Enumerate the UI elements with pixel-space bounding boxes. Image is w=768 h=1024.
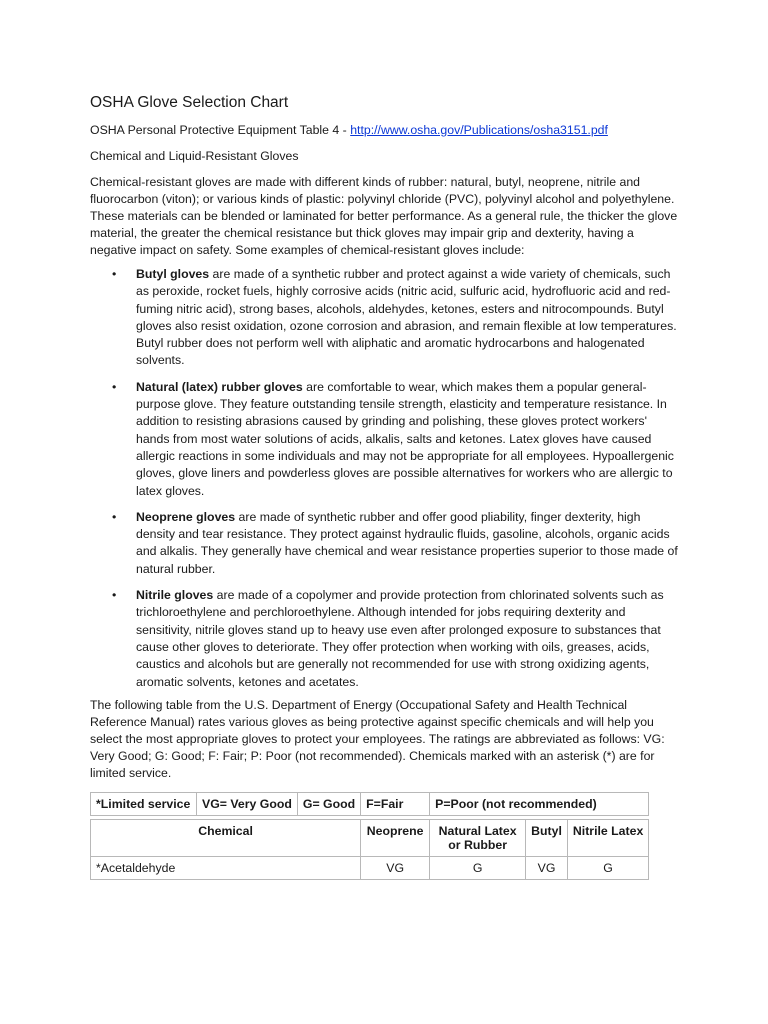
table-intro-paragraph: The following table from the U.S. Department of Energy (Occupational Safety and Health Technical Reference Manual) rates various gloves as being protective against specific chemicals and will help you select the most appropriate gloves to protect your employees. The ratings are abbreviated as follows: VG: Very Good; G: Good; F: Fair; P: Poor (not recommended). Chemicals marked with an asterisk (*) are for limited service. [90,698,665,780]
rating-cell: VG [361,857,430,880]
header-cell: Chemical [91,820,361,857]
bullet-icon: • [112,379,117,394]
section-subtitle: Chemical and Liquid-Resistant Gloves [90,149,299,163]
legend-row [91,793,649,816]
glove-description: are comfortable to wear, which makes them a popular general-purpose glove. They feature outstanding tensile strength, elasticity and temperature resistance. In addition to resisting abrasions caused by grinding and polishing, these gloves protect workers' hands from most water solutions of acids, alkalis, salts and ketones. Latex gloves have caused allergic reactions in some individuals and may not be appropriate for all employees. Hypoallergenic gloves, glove liners and powderless gloves are possible alternatives for workers who are allergic to latex gloves. [136,379,674,498]
header-cell: Natural Latex or Rubber [430,820,526,857]
reference-prefix: OSHA Personal Protective Equipment Table 4 - [90,123,351,137]
legend-cell: F=Fair [361,793,430,816]
glove-description: are made of a copolymer and provide protection from chlorinated solvents such as trichloroethylene and perchloroethylene. Although intended for jobs requiring dexterity and sensitivity, nitrile gloves stand up to heavy use even after prolonged exposure to substances that cause other gloves to deteriorate. They offer protection when working with oils, greases, acids, caustics and alcohols but are generally not recommended for use with strong oxidizing agents, aromatic solvents, ketones and acetates. [136,588,664,689]
list-item [112,509,682,578]
legend-cell: P=Poor (not recommended) [430,793,649,816]
glove-name: Natural (latex) rubber gloves [136,379,303,394]
glove-list [112,266,682,700]
reference-line [90,122,680,139]
list-item [112,266,682,370]
glove-name: Nitrile gloves [136,588,214,603]
header-cell: Neoprene [361,820,430,857]
header-cell: Butyl [526,820,568,857]
bullet-icon: • [112,509,117,524]
glove-rating-table [90,792,649,880]
rating-cell: G [430,857,526,880]
bullet-icon: • [112,267,117,281]
legend-cell: VG= Very Good [197,793,298,816]
rating-cell: G [567,857,648,880]
rating-cell: VG [526,857,568,880]
page-title: OSHA Glove Selection Chart [90,94,289,111]
glove-name: Neoprene gloves [136,509,236,524]
glove-description: are made of a synthetic rubber and protect against a wide variety of chemicals, such as peroxide, rocket fuels, highly corrosive acids (nitric acid, sulfuric acid, hydrofluoric acid and red-fuming nitric acid), strong bases, alcohols, aldehydes, ketones, esters and nitrocompounds. Butyl gloves also resist oxidation, ozone corrosion and abrasion, and remain flexible at low temperatures. Butyl rubber does not perform well with aliphatic and aromatic hydrocarbons and halogenated solvents. [136,267,677,368]
legend-cell: G= Good [297,793,360,816]
chemical-cell: *Acetaldehyde [91,857,361,880]
list-item [112,379,682,500]
osha-publication-link[interactable]: http://www.osha.gov/Publications/osha3151.pdf [350,123,608,137]
legend-cell: *Limited service [91,793,197,816]
glove-description: are made of synthetic rubber and offer good pliability, finger dexterity, high density and tear resistance. They protect against hydraulic fluids, gasoline, alcohols, organic acids and alkalis. They generally have chemical and wear resistance properties superior to those made of natural rubber. [136,509,678,576]
table-row [91,857,649,880]
header-row [91,820,649,857]
bullet-icon: • [112,588,117,603]
header-cell: Nitrile Latex [567,820,648,857]
intro-paragraph: Chemical-resistant gloves are made with different kinds of rubber: natural, butyl, neoprene, nitrile and fluorocarbon (viton); or various kinds of plastic: polyvinyl chloride (PVC), polyvinyl alcohol and polyethylene. These materials can be blended or laminated for better performance. As a general rule, the thicker the glove material, the greater the chemical resistance but thick gloves may impair grip and dexterity, having a negative impact on safety. Some examples of chemical-resistant gloves include: [90,175,678,257]
glove-name: Butyl gloves [136,267,210,281]
list-item [112,587,682,691]
